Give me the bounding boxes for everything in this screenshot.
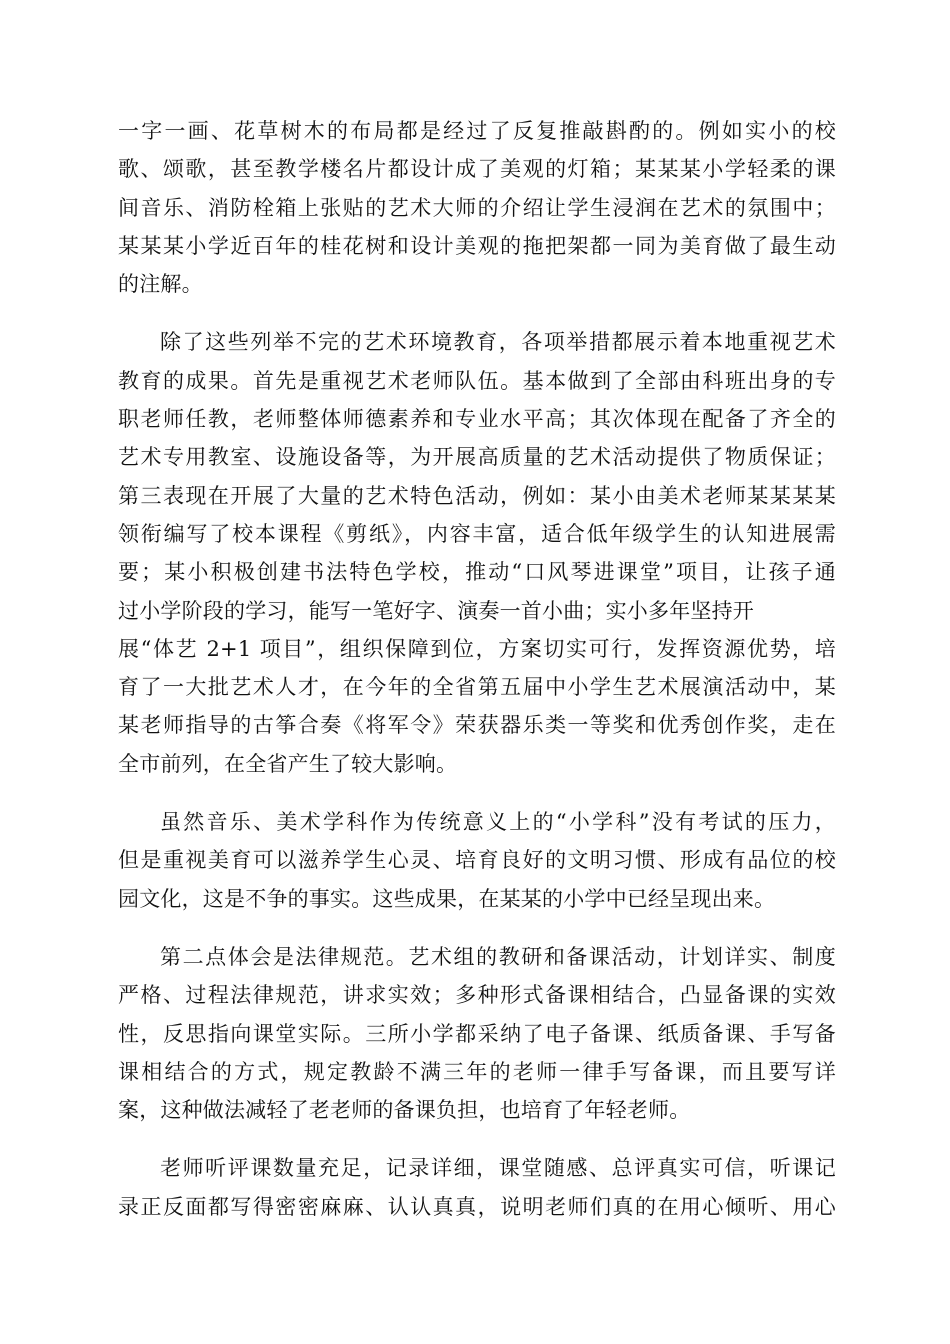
text-line: 老师听评课数量充足，记录详细，课堂随感、总评真实可信，听课记 xyxy=(160,1156,836,1181)
text-line: 虽然音乐、美术学科作为传统意义上的“小学科”没有考试的压力， xyxy=(160,810,836,835)
text-line: 某老师指导的古筝合奏《将军令》荣获器乐类一等奖和优秀创作奖，走在 xyxy=(118,713,836,738)
paragraph xyxy=(118,112,836,303)
text-line: 的注解。 xyxy=(118,272,203,297)
paragraph-gap xyxy=(118,303,836,323)
text-line: 职老师任教，老师整体师德素养和专业水平高；其次体现在配备了齐全的 xyxy=(118,407,836,432)
text-line: 案，这种做法减轻了老老师的备课负担，也培育了年轻老师。 xyxy=(118,1098,691,1123)
text-line: 录正反面都写得密密麻麻、认认真真，说明老师们真的在用心倾听、用心 xyxy=(118,1194,836,1219)
text-line: 但是重视美育可以滋养学生心灵、培育良好的文明习惯、形成有品位的校 xyxy=(118,848,836,873)
text-line: 育了一大批艺术人才，在今年的全省第五届中小学生艺术展演活动中，某 xyxy=(118,675,836,700)
text-line: 要；某小积极创建书法特色学校，推动“口风琴进课堂”项目，让孩子通 xyxy=(118,560,836,585)
text-line: 过小学阶段的学习，能写一笔好字、演奏一首小曲；实小多年坚持开 xyxy=(118,598,754,623)
text-line: 歌、颂歌，甚至教学楼名片都设计成了美观的灯箱；某某某小学轻柔的课 xyxy=(118,157,836,182)
paragraph xyxy=(118,803,836,918)
text-line: 第三表现在开展了大量的艺术特色活动，例如：某小由美术老师某某某某 xyxy=(118,483,836,508)
paragraph xyxy=(118,1149,836,1226)
text-line: 某某某小学近百年的桂花树和设计美观的拖把架都一同为美育做了最生动 xyxy=(118,233,836,258)
text-line: 教育的成果。首先是重视艺术老师队伍。基本做到了全部由科班出身的专 xyxy=(118,368,836,393)
text-line: 展“体艺 2+1 项目”，组织保障到位，方案切实可行，发挥资源优势，培 xyxy=(118,636,836,661)
text-line: 领衔编写了校本课程《剪纸》，内容丰富，适合低年级学生的认知进展需 xyxy=(118,521,836,546)
text-line: 艺术专用教室、设施设备等，为开展高质量的艺术活动提供了物质保证； xyxy=(118,445,836,470)
text-line: 间音乐、消防栓箱上张贴的艺术大师的介绍让学生浸润在艺术的氛围中； xyxy=(118,195,836,220)
text-line: 全市前列，在全省产生了较大影响。 xyxy=(118,751,458,776)
text-line: 性，反思指向课堂实际。三所小学都采纳了电子备课、纸质备课、手写备 xyxy=(118,1021,836,1046)
text-line: 园文化，这是不争的事实。这些成果，在某某的小学中已经呈现出来。 xyxy=(118,886,776,911)
paragraph xyxy=(118,938,836,1129)
text-line: 一字一画、花草树木的布局都是经过了反复推敲斟酌的。例如实小的校 xyxy=(118,119,836,143)
document-body xyxy=(118,112,836,1226)
paragraph xyxy=(118,323,836,783)
text-line: 严格、过程法律规范，讲求实效；多种形式备课相结合，凸显备课的实效 xyxy=(118,983,836,1008)
text-line: 课相结合的方式，规定教龄不满三年的老师一律手写备课，而且要写详 xyxy=(118,1059,836,1084)
text-line: 第二点体会是法律规范。艺术组的教研和备课活动，计划详实、制度 xyxy=(160,944,836,969)
paragraph-gap xyxy=(118,783,836,803)
text-line: 除了这些列举不完的艺术环境教育，各项举措都展示着本地重视艺术 xyxy=(160,330,836,355)
paragraph-gap xyxy=(118,918,836,938)
paragraph-gap xyxy=(118,1129,836,1149)
